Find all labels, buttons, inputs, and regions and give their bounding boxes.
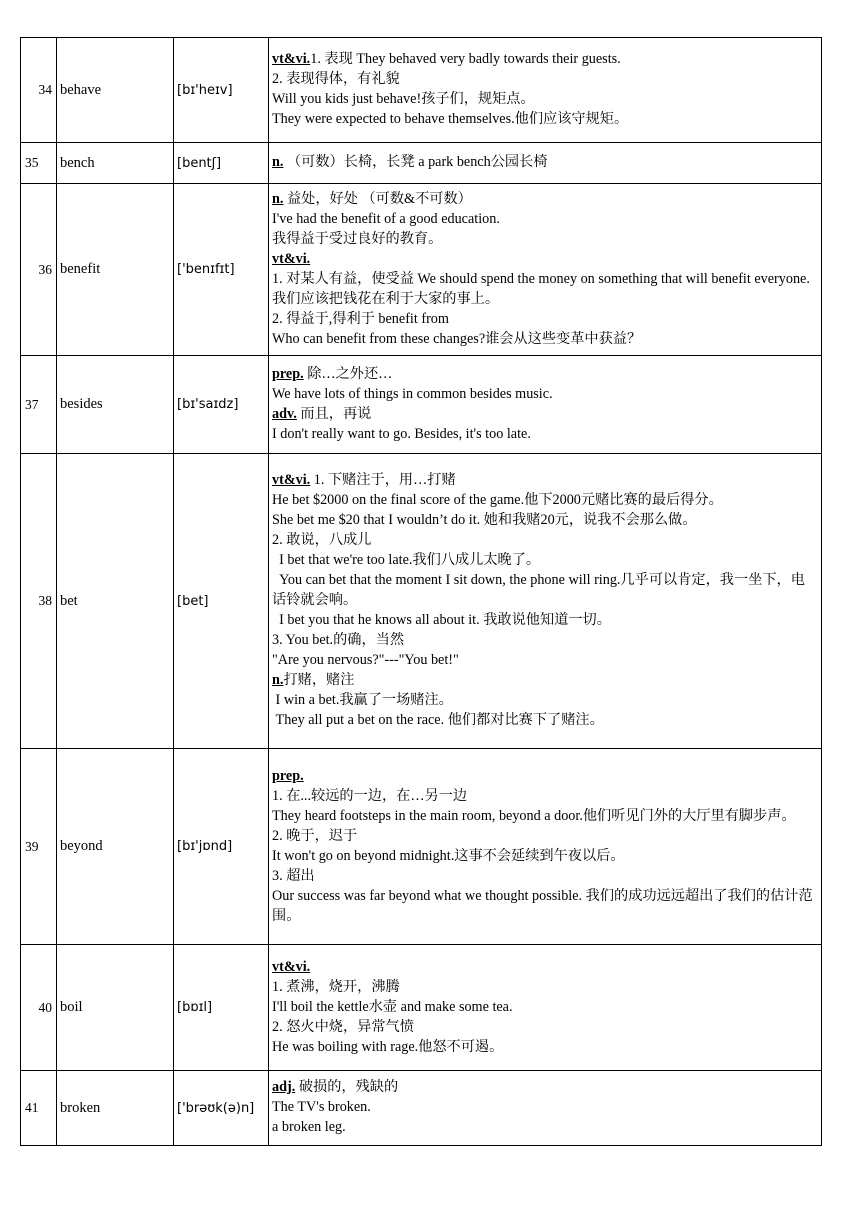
- definition-line: [272, 189, 815, 209]
- part-of-speech: vt&vi.: [272, 250, 311, 267]
- definition-line: 2. 敢说，八成儿: [272, 532, 372, 548]
- table-row: [21, 454, 822, 749]
- definition-line: I don't really want to go. Besides, it's too late.: [272, 425, 531, 442]
- entry-word: boil: [57, 945, 174, 1071]
- definition-line: 1. 对某人有益，使受益 We should spend the money on something that will benefit everyone.我们应该把钱花在利于大家的事上。: [272, 270, 810, 307]
- part-of-speech: vt&vi.: [272, 472, 311, 488]
- definition-line: We have lots of things in common besides music.: [272, 385, 553, 402]
- definition-line: a broken leg.: [272, 1119, 346, 1135]
- entry-word: beyond: [57, 749, 174, 945]
- definition-line: I'll boil the kettle水壶 and make some tea.: [272, 998, 513, 1015]
- definition-line: [272, 670, 815, 690]
- definition-line: I win a bet.我赢了一场赌注。: [272, 692, 453, 708]
- entry-definition: [269, 38, 822, 143]
- entry-number: 37: [21, 356, 57, 454]
- definition-line: I bet that we're too late.我们八成儿太晚了。: [272, 552, 541, 568]
- entry-word: bet: [57, 454, 174, 749]
- definition-line: 2. 表现得体，有礼貌: [272, 71, 400, 87]
- entry-phonetic: [bentʃ]: [174, 143, 269, 184]
- definition-line: [272, 470, 815, 490]
- definition-line: [272, 766, 815, 786]
- definition-line: "Are you nervous?"---"You bet!": [272, 652, 459, 668]
- entry-word: benefit: [57, 184, 174, 356]
- entry-definition: [269, 143, 822, 184]
- definition-line: 2. 晚于，迟于: [272, 827, 358, 844]
- definition-line: Will you kids just behave!孩子们，规矩点。: [272, 91, 535, 107]
- entry-phonetic: [bet]: [174, 454, 269, 749]
- definition-text: 1. 下赌注于，用…打赌: [310, 472, 456, 488]
- entry-number: 35: [21, 143, 57, 184]
- part-of-speech: n.: [272, 154, 284, 170]
- definition-line: 3. 超出: [272, 867, 315, 884]
- part-of-speech: adv.: [272, 405, 297, 422]
- definition-line: 2. 怒火中烧，异常气愤: [272, 1018, 414, 1035]
- entry-definition: [269, 184, 822, 356]
- vocabulary-table-body: [21, 38, 822, 1146]
- definition-line: [272, 364, 815, 384]
- table-row: [21, 184, 822, 356]
- definition-line: They were expected to behave themselves.他们应该守规矩。: [272, 111, 629, 127]
- part-of-speech: prep.: [272, 365, 304, 382]
- definition-line: You can bet that the moment I sit down, the phone will ring.几乎可以肯定，我一坐下，电话铃就会响。: [272, 572, 805, 608]
- definition-line: [272, 49, 815, 69]
- table-row: [21, 945, 822, 1071]
- definition-line: Who can benefit from these changes?谁会从这些变革中获益？: [272, 330, 642, 347]
- entry-number: 41: [21, 1071, 57, 1146]
- definition-line: 3. You bet.的确，当然: [272, 632, 405, 648]
- definition-line: I've had the benefit of a good education.: [272, 210, 500, 227]
- definition-line: It won't go on beyond midnight.这事不会延续到午夜以后。: [272, 847, 625, 864]
- entry-definition: [269, 454, 822, 749]
- definition-line: [272, 249, 815, 269]
- table-row: [21, 356, 822, 454]
- table-row: [21, 749, 822, 945]
- entry-number: 36: [21, 184, 57, 356]
- vocabulary-table: [20, 37, 822, 1146]
- definition-line: 我得益于受过良好的教育。: [272, 230, 443, 247]
- definition-line: The TV's broken.: [272, 1099, 371, 1115]
- definition-text: 1. 表现 They behaved very badly towards their guests.: [310, 51, 621, 67]
- definition-line: 2. 得益于,得利于 benefit from: [272, 310, 449, 327]
- entry-phonetic: [bɪ'heɪv]: [174, 38, 269, 143]
- entry-number: 38: [21, 454, 57, 749]
- entry-definition: [269, 1071, 822, 1146]
- definition-line: I bet you that he knows all about it. 我敢说他知道一切。: [272, 612, 611, 628]
- definition-line: They all put a bet on the race. 他们都对比赛下了赌注。: [272, 712, 604, 728]
- entry-definition: [269, 945, 822, 1071]
- definition-line: She bet me $20 that I wouldn’t do it. 她和我赌20元，说我不会那么做。: [272, 512, 697, 528]
- definition-text: 除…之外还…: [303, 365, 393, 382]
- definition-line: [272, 152, 815, 172]
- definition-text: 打赌，赌注: [283, 672, 355, 688]
- table-row: [21, 1071, 822, 1146]
- definition-line: He bet $2000 on the final score of the game.他下2000元赌比赛的最后得分。: [272, 492, 723, 508]
- table-row: [21, 143, 822, 184]
- definition-text: 破损的，残缺的: [295, 1079, 399, 1095]
- entry-phonetic: ['benɪfɪt]: [174, 184, 269, 356]
- table-row: [21, 38, 822, 143]
- definition-line: They heard footsteps in the main room, beyond a door.他们听见门外的大厅里有脚步声。: [272, 807, 796, 824]
- entry-word: behave: [57, 38, 174, 143]
- entry-definition: [269, 749, 822, 945]
- part-of-speech: adj.: [272, 1079, 296, 1095]
- entry-word: bench: [57, 143, 174, 184]
- entry-phonetic: [bɪ'jɒnd]: [174, 749, 269, 945]
- definition-text: （可数）长椅，长凳 a park bench公园长椅: [283, 154, 548, 170]
- definition-line: He was boiling with rage.他怒不可遏。: [272, 1038, 504, 1055]
- entry-number: 40: [21, 945, 57, 1071]
- definition-line: 1. 煮沸，烧开，沸腾: [272, 978, 400, 995]
- entry-phonetic: ['brəʊk(ə)n]: [174, 1071, 269, 1146]
- part-of-speech: vt&vi.: [272, 51, 311, 67]
- part-of-speech: n.: [272, 190, 284, 207]
- entry-definition: [269, 356, 822, 454]
- definition-line: Our success was far beyond what we thought possible. 我们的成功远远超出了我们的估计范围。: [272, 887, 813, 924]
- definition-line: [272, 404, 815, 424]
- entry-number: 39: [21, 749, 57, 945]
- definition-line: [272, 957, 815, 977]
- part-of-speech: prep.: [272, 767, 304, 784]
- entry-word: besides: [57, 356, 174, 454]
- entry-word: broken: [57, 1071, 174, 1146]
- entry-number: 34: [21, 38, 57, 143]
- definition-text: 益处，好处 （可数&不可数）: [283, 190, 472, 207]
- definition-line: 1. 在...较远的一边，在…另一边: [272, 787, 468, 804]
- part-of-speech: vt&vi.: [272, 958, 311, 975]
- entry-phonetic: [bɒɪl]: [174, 945, 269, 1071]
- entry-phonetic: [bɪ'saɪdz]: [174, 356, 269, 454]
- definition-text: 而且，再说: [296, 405, 372, 422]
- part-of-speech: n.: [272, 672, 284, 688]
- definition-line: [272, 1077, 815, 1097]
